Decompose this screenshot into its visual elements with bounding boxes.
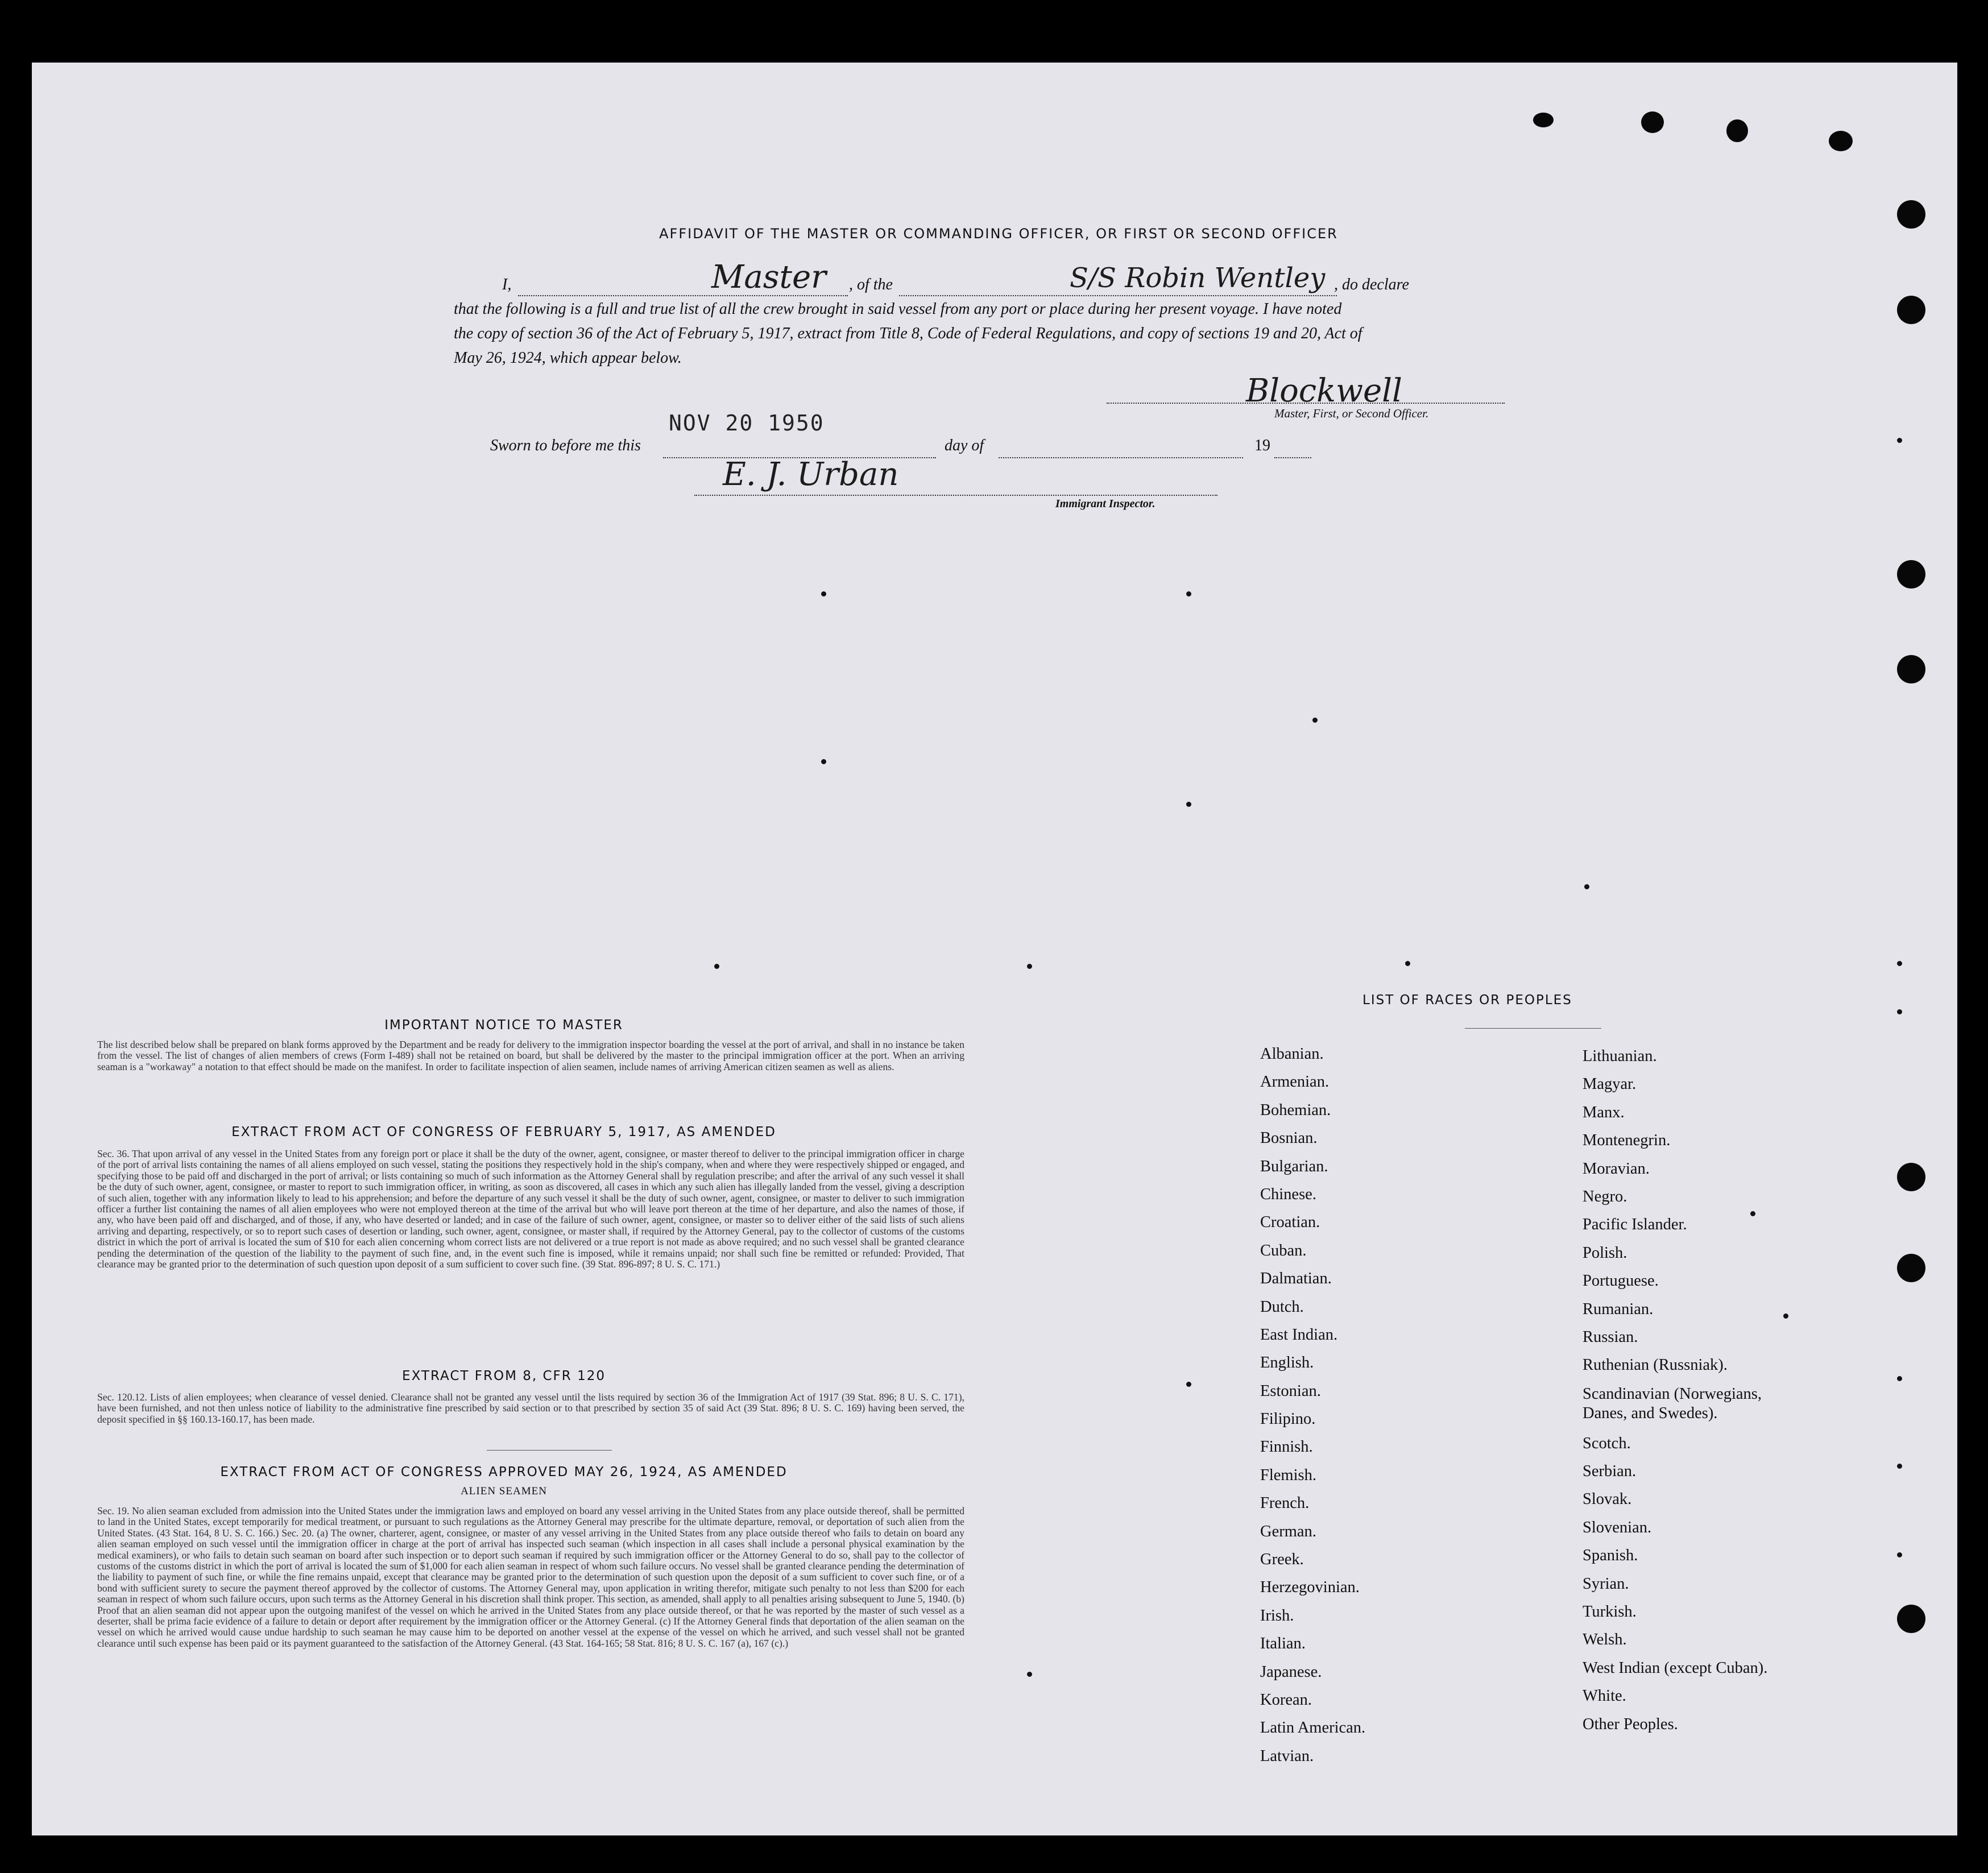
manifest-page <box>32 63 1957 1835</box>
race-item: Chinese. <box>1260 1185 1316 1203</box>
ink-dot <box>1186 1382 1191 1387</box>
race-item: Lithuanian. <box>1583 1047 1657 1065</box>
race-item: Russian. <box>1583 1328 1638 1346</box>
race-item: Latvian. <box>1260 1747 1314 1765</box>
race-item: Bulgarian. <box>1260 1157 1328 1175</box>
race-item: West Indian (except Cuban). <box>1583 1659 1768 1677</box>
cfr-title: EXTRACT FROM 8, CFR 120 <box>402 1369 606 1383</box>
extract-1924-body: Sec. 19. No alien seaman excluded from admission into the United States under the immigration laws and employed on board any vessel arriving in the United States from any place outside thereof, shall be permitted to land in the United States, except temporarily for medical treatment, or pursuant to such regulations as the Attorney General may prescribe for the ultimate departure, removal, or deportation of such alien from the United States. (43 Stat. 164, 8 U. S. C. 166.) Sec. 20. (a) The owner, charterer, agent, consignee, or master of any vessel arriving in the United States from any place outside thereof who fails to detain on board any alien seaman employed on such vessel until the immigration officer in charge at the port of arrival has inspected such seaman (which inspection in all cases shall include a personal physical examination by the medical examiners), or who fails to detain such seaman on board after such inspection or to deport such seaman if required by such immigration officer or the Attorney General to do so, shall pay to the collector of customs of the customs district in which the port of arrival is located the sum of $1,000 for each alien seaman in respect of whom such failure occurs. No vessel shall be granted clearance pending the determination of the liability to payment of such fine, or while the fine remains unpaid, except that clearance may be granted prior to the determination of such question upon the deposit of a sum sufficient to cover such fine, or of a bond with sufficient surety to secure the payment thereof approved by the collector of customs. The Attorney General may, upon application in writing therefor, mitigate such penalty to not less than $200 for each seaman in respect of whom such failure occurs, upon such terms as the Attorney General in his discretion shall think proper. This section, as amended, shall apply to all penalties arising subsequent to June 5, 1940. (b) Proof that an alien seaman did not appear upon the outgoing manifest of the vessel on which he arrived in the United States from any place outside thereof, or that he was reported by the master of such vessel as a deserter, shall be prima facie evidence of a failure to detain or deport after requirement by the immigration officer or the Attorney General. (c) If the Attorney General finds that deportation of the alien seaman on the vessel on which he arrived would cause undue hardship to such seaman he may cause him to be deported on another vessel at the expense of the vessel on which he arrived, and such vessel shall not be granted clearance until such expense has been paid or its payment guaranteed to the satisfaction of the Attorney General. (43 Stat. 164-165; 58 Stat. 816; 8 U. S. C. 167 (a), 167 (c).) <box>97 1505 964 1649</box>
race-item: Polish. <box>1583 1244 1627 1262</box>
punch-hole <box>1829 131 1853 151</box>
race-item: Rumanian. <box>1583 1300 1654 1318</box>
day-of-label: day of <box>945 437 984 454</box>
race-item: Moravian. <box>1583 1159 1650 1178</box>
race-item: Albanian. <box>1260 1045 1324 1063</box>
punch-hole <box>1897 1163 1925 1191</box>
race-item: Scotch. <box>1583 1434 1631 1452</box>
do-declare-label: , do declare <box>1334 276 1409 293</box>
notice-title: IMPORTANT NOTICE TO MASTER <box>384 1018 623 1033</box>
ink-dot <box>1027 1672 1032 1677</box>
race-item: French. <box>1260 1494 1310 1513</box>
sworn-month-field <box>999 440 1243 458</box>
inspector-signature: E. J. Urban <box>723 456 899 493</box>
master-name-handwriting: Master <box>711 259 826 296</box>
punch-hole <box>1533 113 1554 127</box>
affidavit-line: the copy of section 36 of the Act of February 5, 1917, extract from Title 8, Code of Federal Regulations, and copy of sections 19 and 20, Act of <box>454 325 1362 342</box>
sworn-label: Sworn to before me this <box>490 437 641 454</box>
race-item: Dalmatian. <box>1260 1270 1332 1288</box>
race-item: Armenian. <box>1260 1073 1330 1091</box>
race-item: Spanish. <box>1583 1547 1638 1565</box>
master-signature: Blockwell <box>1246 372 1402 409</box>
ink-dot <box>821 759 826 764</box>
year-prefix: 19 <box>1254 437 1270 454</box>
date-stamp: NOV 20 1950 <box>669 411 825 436</box>
punch-hole <box>1641 111 1664 133</box>
ink-dot <box>1897 1009 1902 1014</box>
race-item: Pacific Islander. <box>1583 1216 1687 1234</box>
race-item: Slovak. <box>1583 1490 1632 1509</box>
ink-dot <box>1405 961 1410 966</box>
race-item: Herzegovinian. <box>1260 1578 1360 1597</box>
race-item: Bosnian. <box>1260 1129 1318 1147</box>
punch-hole <box>1897 200 1925 229</box>
ink-dot <box>714 964 719 969</box>
race-item: Other Peoples. <box>1583 1715 1678 1733</box>
race-item: Magyar. <box>1583 1075 1637 1093</box>
affidavit-text <box>454 297 1592 370</box>
race-item: Manx. <box>1583 1103 1625 1121</box>
race-item: Slovenian. <box>1583 1518 1652 1536</box>
punch-hole <box>1897 655 1925 683</box>
race-item: Scandinavian (Norwegians, Danes, and Swedes). <box>1583 1385 1762 1422</box>
sworn-year-field <box>1274 440 1311 458</box>
punch-hole <box>1897 296 1925 324</box>
race-item: Portuguese. <box>1583 1272 1659 1290</box>
race-item: White. <box>1583 1687 1626 1705</box>
ink-dot <box>1897 961 1902 966</box>
race-item: Dutch. <box>1260 1298 1304 1316</box>
punch-hole <box>1897 1605 1925 1633</box>
race-item: Bohemian. <box>1260 1101 1331 1119</box>
race-item: Serbian. <box>1583 1462 1637 1481</box>
races-title: LIST OF RACES OR PEOPLES <box>1362 993 1572 1008</box>
races-left-column <box>1260 1045 1365 1775</box>
of-the-label: , of the <box>849 276 893 293</box>
race-item: Cuban. <box>1260 1241 1307 1259</box>
race-item: Negro. <box>1583 1187 1627 1205</box>
races-right-column <box>1583 1047 1799 1743</box>
ink-dot <box>1186 591 1191 596</box>
ink-dot <box>1027 964 1032 969</box>
race-item: Welsh. <box>1583 1631 1627 1649</box>
race-item: Turkish. <box>1583 1603 1637 1621</box>
affidavit-line: that the following is a full and true list of all the crew brought in said vessel from any port or place during her present voyage. I have noted <box>454 300 1342 318</box>
divider <box>1465 1028 1601 1029</box>
ink-dot <box>1584 884 1589 889</box>
ink-dot <box>821 591 826 596</box>
master-signature-caption: Master, First, or Second Officer. <box>1274 407 1429 420</box>
divider <box>487 1450 612 1451</box>
extract-1924-title: EXTRACT FROM ACT OF CONGRESS APPROVED MAY 26, 1924, AS AMENDED <box>220 1465 788 1480</box>
race-item: English. <box>1260 1354 1314 1372</box>
race-item: Irish. <box>1260 1606 1294 1625</box>
inspector-caption: Immigrant Inspector. <box>1055 498 1155 510</box>
race-item: Montenegrin. <box>1583 1132 1671 1150</box>
ink-dot <box>1897 438 1902 443</box>
affidavit-lead: I, <box>502 276 512 293</box>
race-item: Greek. <box>1260 1551 1304 1569</box>
vessel-name-handwriting: S/S Robin Wentley <box>1070 262 1326 294</box>
ink-dot <box>1897 1552 1902 1557</box>
alien-seamen-subtitle: ALIEN SEAMEN <box>461 1485 547 1497</box>
race-item: Ruthenian (Russniak). <box>1583 1356 1728 1374</box>
punch-hole <box>1897 560 1925 589</box>
race-item: Finnish. <box>1260 1438 1313 1456</box>
race-item: Estonian. <box>1260 1382 1321 1400</box>
punch-hole <box>1897 1254 1925 1282</box>
cfr-body: Sec. 120.12. Lists of alien employees; when clearance of vessel denied. Clearance shall not be granted any vessel until the lists required by section 36 of the Immigration Act of 1917 (39 Stat. 896; 8 U. S. C. 171), have been furnished, and not then unless notice of liability to the administrative fine prescribed by said section or to that prescribed by section 35 of said Act (39 Stat. 896; 8 U. S. C. 169) having been served, the deposit specified in §§ 160.13-160.17, has been made. <box>97 1391 964 1425</box>
race-item: Syrian. <box>1583 1574 1629 1593</box>
extract-1917-body: Sec. 36. That upon arrival of any vessel in the United States from any foreign port or place it shall be the duty of the owner, agent, consignee, or master thereof to deliver to the principal immigration officer in charge of the port of arrival lists containing the names of all aliens employed on such vessel, stating the positions they respectively hold in the ship's company, when and where they were respectively shipped or engaged, and specifying those to be paid off and discharged in the port of arrival; or lists containing so much of such information as the Attorney General shall by regulation prescribe; and after the arrival of any such vessel it shall be the duty of such owner, agent, consignee, or master to report to such immigration officer, in writing, as soon as discovered, all cases in which any such alien has illegally landed from the vessel, giving a description of such alien, together with any information likely to lead to his apprehension; and before the departure of any such vessel it shall be the duty of such owner, agent, consignee, or master to deliver to such immigration officer a further list containing the names of all alien employees who were not employed thereon at the time of the arrival but who will leave port thereon at the time of her departure, and also the names of those, if any, who have been paid off and discharged, and of those, if any, who have deserted or landed; and in case of the failure of such owner, agent, consignee, or master so to deliver either of the said lists of such aliens arriving and departing, respectively, or so to report such cases of desertion or landing, such owner, agent, consignee, or master shall, if required by the Attorney General, pay to the collector of customs of the customs district in which the port of arrival is located the sum of $10 for each alien concerning whom correct lists are not delivered or a true report is not made as above required; and no such vessel shall be granted clearance pending the determination of the question of the liability to the payment of such fine, and, in the event such fine is imposed, while it remains unpaid; nor shall such fine be remitted or refunded: Provided, That clearance may be granted prior to the determination of such question upon deposit of a sum sufficient to cover such fine. (39 Stat. 896-897; 8 U. S. C. 171.) <box>97 1148 964 1270</box>
affidavit-title: AFFIDAVIT OF THE MASTER OR COMMANDING OFFICER, OR FIRST OR SECOND OFFICER <box>659 226 1338 242</box>
notice-body: The list described below shall be prepared on blank forms approved by the Department and be ready for delivery to the immigration inspector boarding the vessel at the port of arrival, and shall in no instance be taken from the vessel. The list of changes of alien members of crews (Form I-489) shall not be retained on board, but shall be delivered by the master to the principal immigration officer at the port. When an arriving seaman is a "workaway" a notation to that effect should be made on the manifest. In order to facilitate inspection of alien seamen, include names of arriving American citizen seamen as well as aliens. <box>97 1039 964 1072</box>
inspector-signature-line <box>694 495 1217 496</box>
ink-dot <box>1312 718 1318 723</box>
ink-dot <box>1897 1376 1902 1381</box>
race-item: East Indian. <box>1260 1325 1338 1344</box>
punch-hole <box>1726 119 1748 142</box>
affidavit-line: May 26, 1924, which appear below. <box>454 349 682 367</box>
race-item: Italian. <box>1260 1635 1306 1653</box>
race-item: Filipino. <box>1260 1410 1316 1428</box>
extract-1917-title: EXTRACT FROM ACT OF CONGRESS OF FEBRUARY 5, 1917, AS AMENDED <box>231 1125 776 1139</box>
race-item: Korean. <box>1260 1690 1312 1709</box>
ink-dot <box>1897 1464 1902 1469</box>
race-item: Japanese. <box>1260 1663 1322 1681</box>
race-item: Croatian. <box>1260 1213 1320 1232</box>
ink-dot <box>1186 802 1191 807</box>
race-item: Latin American. <box>1260 1719 1366 1737</box>
race-item: German. <box>1260 1522 1316 1540</box>
race-item: Flemish. <box>1260 1466 1316 1484</box>
